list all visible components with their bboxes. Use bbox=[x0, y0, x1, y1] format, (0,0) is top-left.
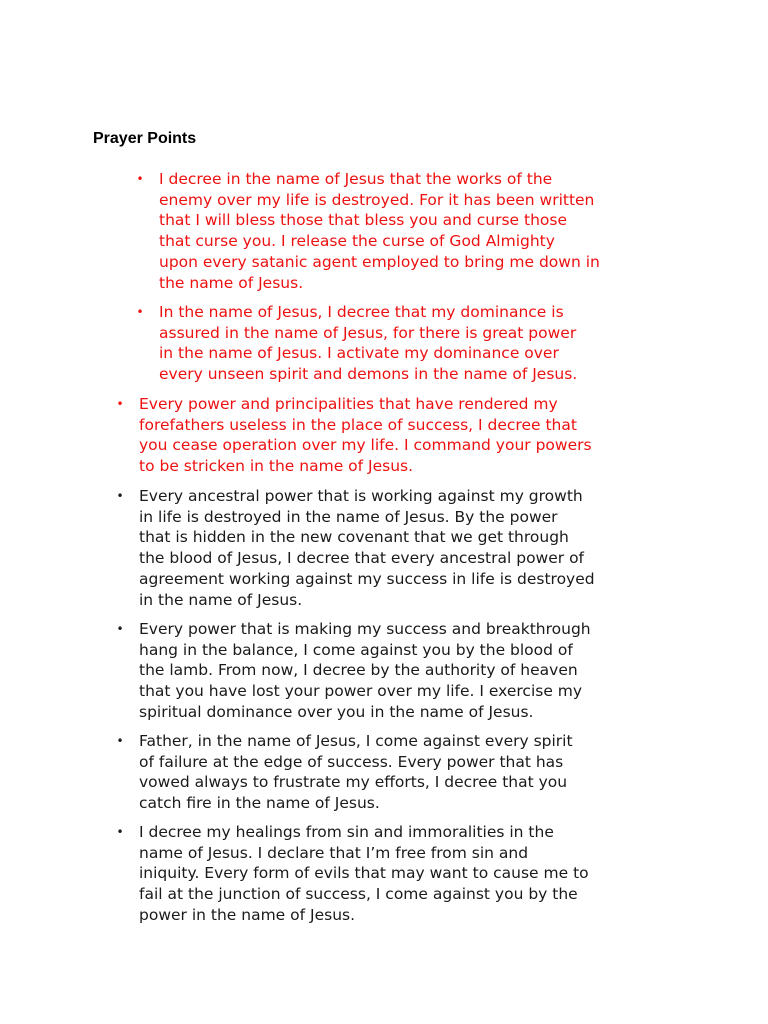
list-item bbox=[116, 822, 589, 926]
bullet-icon: • bbox=[116, 734, 124, 748]
list-item-line: Every ancestral power that is working against my growth bbox=[139, 487, 583, 505]
bullet-icon: • bbox=[116, 622, 124, 636]
list-item-line: you cease operation over my life. I command your powers bbox=[139, 436, 592, 455]
list-item-line: every unseen spirit and demons in the name of Jesus. bbox=[159, 365, 578, 384]
list-item-line: upon every satanic agent employed to bring me down in bbox=[159, 252, 600, 271]
list-item-line: enemy over my life is destroyed. For it has been written bbox=[159, 190, 595, 209]
list-item bbox=[116, 394, 592, 477]
list-item-line: assured in the name of Jesus, for there is great power bbox=[159, 323, 577, 342]
bullet-icon: • bbox=[116, 489, 124, 503]
list-item-line: to be stricken in the name of Jesus. bbox=[139, 457, 414, 476]
list-item-line: that is hidden in the new covenant that we get through bbox=[139, 528, 569, 547]
list-item-line: the blood of Jesus, I decree that every ancestral power of bbox=[139, 549, 585, 568]
list-item-line: in the name of Jesus. I activate my dominance over bbox=[159, 344, 559, 363]
list-item bbox=[136, 302, 578, 385]
list-item-line: iniquity. Every form of evils that may want to cause me to bbox=[139, 864, 589, 883]
list-item-line: the lamb. From now, I decree by the authority of heaven bbox=[139, 661, 578, 680]
list-item-line: hang in the balance, I come against you by the blood of bbox=[139, 640, 573, 659]
list-item-line: of failure at the edge of success. Every power that has bbox=[139, 752, 564, 771]
list-item-line: in the name of Jesus. bbox=[139, 590, 303, 609]
list-item bbox=[116, 619, 591, 723]
list-item-line: that I will bless those that bless you and curse those bbox=[159, 211, 568, 230]
bullet-icon: • bbox=[116, 825, 124, 839]
list-item bbox=[116, 486, 595, 610]
list-item-line: In the name of Jesus, I decree that my dominance is bbox=[159, 303, 564, 321]
list-item-line: fail at the junction of success, I come against you by the bbox=[139, 885, 578, 904]
list-item-line: I decree my healings from sin and immoralities in the bbox=[139, 823, 554, 841]
list-item-line: that curse you. I release the curse of God Almighty bbox=[159, 232, 555, 251]
list-item-line: Father, in the name of Jesus, I come against every spirit bbox=[139, 732, 573, 750]
list-item bbox=[136, 169, 600, 293]
list-item-line: vowed always to frustrate my efforts, I decree that you bbox=[139, 773, 568, 792]
list-item bbox=[116, 731, 573, 814]
list-item-line: catch fire in the name of Jesus. bbox=[139, 794, 380, 813]
list-item-line: I decree in the name of Jesus that the works of the bbox=[159, 170, 553, 188]
list-item-line: agreement working against my success in life is destroyed bbox=[139, 569, 595, 588]
bullet-icon: • bbox=[136, 172, 144, 186]
list-item-line: power in the name of Jesus. bbox=[139, 905, 356, 924]
page-title: Prayer Points bbox=[93, 130, 197, 147]
bullet-icon: • bbox=[116, 397, 124, 411]
list-item-line: forefathers useless in the place of success, I decree that bbox=[139, 415, 577, 434]
list-item-line: the name of Jesus. bbox=[159, 273, 304, 292]
list-item-line: that you have lost your power over my life. I exercise my bbox=[139, 682, 583, 701]
list-item-line: name of Jesus. I declare that I’m free from sin and bbox=[139, 843, 529, 862]
list-item-line: Every power that is making my success and breakthrough bbox=[139, 620, 591, 638]
list-item-line: Every power and principalities that have rendered my bbox=[139, 395, 558, 413]
list-item-line: spiritual dominance over you in the name of Jesus. bbox=[139, 702, 534, 721]
list-item-line: in life is destroyed in the name of Jesus. By the power bbox=[139, 507, 558, 526]
bullet-icon: • bbox=[136, 305, 144, 319]
